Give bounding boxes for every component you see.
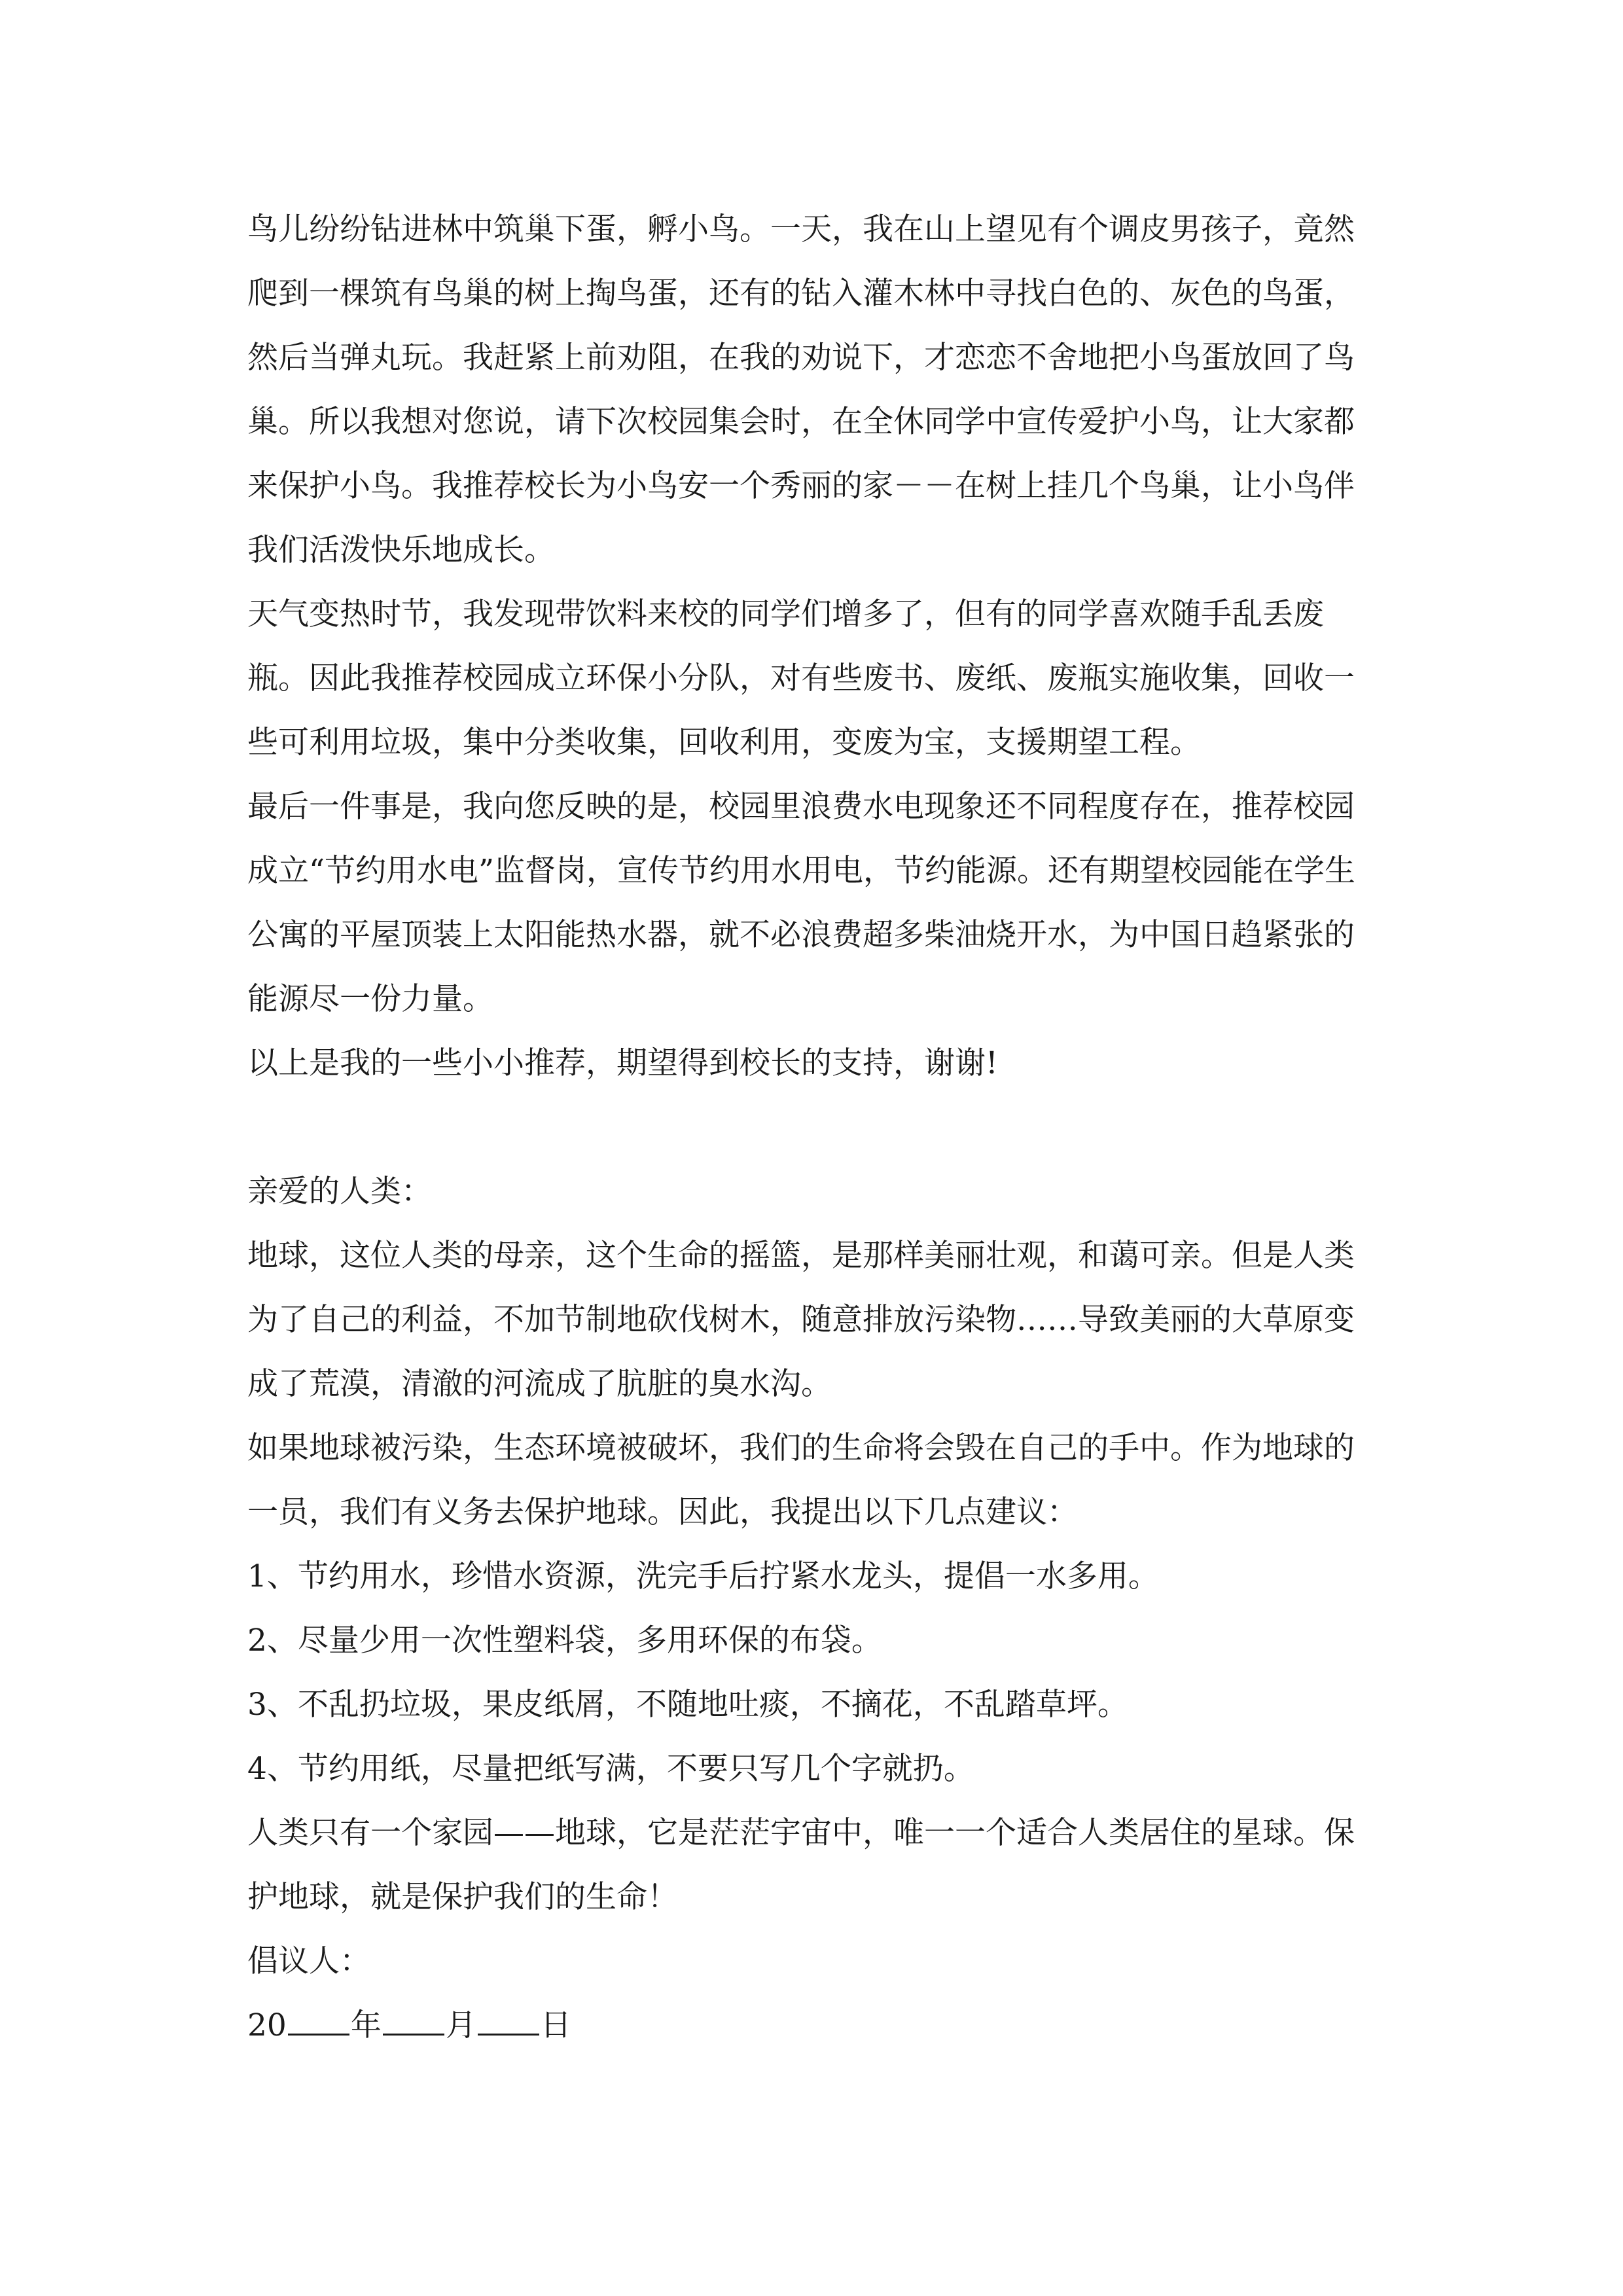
paragraph-closing-thanks: 以上是我的一些小小推荐，期望得到校长的支持，谢谢! — [247, 1045, 998, 1081]
suggestion-item-4: 4、节约用纸，尽量把纸写满，不要只写几个字就扔。 — [247, 1751, 974, 1787]
signature-label: 倡议人： — [247, 1943, 370, 1979]
paragraph-recycling-team: 天气变热时节，我发现带饮料来校的同学们增多了，但有的同学喜欢随手乱丢废瓶。因此我推荐校园成立环保小分队，对有些废书、废纸、废瓶实施收集，回收一些可利用垃圾，集中分类收集，回收利用，变废为宝，支援期望工程。 — [247, 596, 1355, 761]
letter-separator — [247, 1096, 1380, 1160]
paragraph-duty-to-protect: 如果地球被污染，生态环境被破坏，我们的生命将会毁在自己的手中。作为地球的一员，我们有义务去保护地球。因此，我提出以下几点建议： — [247, 1430, 1355, 1530]
date-month-label: 月 — [445, 2007, 476, 2043]
paragraph-earth-mother: 地球，这位人类的母亲，这个生命的摇篮，是那样美丽壮观，和蔼可亲。但是人类为了自己的利益，不加节制地砍伐树木，随意排放污染物……导致美丽的大草原变成了荒漠，清澈的河流成了肮脏的臭水沟。 — [247, 1238, 1355, 1402]
day-blank — [478, 2033, 539, 2036]
date-day-label: 日 — [540, 2007, 571, 2043]
document-body — [247, 198, 1380, 2058]
paragraph-save-water-electricity: 最后一件事是，我向您反映的是，校园里浪费水电现象还不同程度存在，推荐校园成立“节约用水电”监督岗，宣传节约用水用电，节约能源。还有期望校园能在学生公寓的平屋顶装上太阳能热水器，就不必浪费超多柴油烧开水，为中国日趋紧张的能源尽一份力量。 — [247, 789, 1356, 1017]
suggestion-item-3: 3、不乱扔垃圾，果皮纸屑，不随地吐痰，不摘花，不乱踏草坪。 — [247, 1687, 1128, 1723]
salutation: 亲爱的人类： — [247, 1174, 432, 1210]
date-century: 20 — [247, 2007, 287, 2043]
year-blank — [288, 2033, 349, 2036]
suggestion-item-2: 2、尽量少用一次性塑料袋，多用环保的布袋。 — [247, 1623, 882, 1659]
month-blank — [383, 2033, 444, 2036]
paragraph-one-home: 人类只有一个家园——地球，它是茫茫宇宙中，唯一一个适合人类居住的星球。保护地球，就是保护我们的生命！ — [247, 1815, 1355, 1915]
date-line — [247, 1994, 1380, 2058]
paragraph-bird-nests: 鸟儿纷纷钻进林中筑巢下蛋，孵小鸟。一天，我在山上望见有个调皮男孩子，竟然爬到一棵筑有鸟巢的树上掏鸟蛋，还有的钻入灌木林中寻找白色的、灰色的鸟蛋，然后当弹丸玩。我赶紧上前劝阻，在我的劝说下，才恋恋不舍地把小鸟蛋放回了鸟巢。所以我想对您说，请下次校园集会时，在全休同学中宣传爱护小鸟，让大家都来保护小鸟。我推荐校长为小鸟安一个秀丽的家－－在树上挂几个鸟巢，让小鸟伴我们活泼快乐地成长。 — [247, 211, 1355, 568]
suggestion-item-1: 1、节约用水，珍惜水资源，洗完手后拧紧水龙头，提倡一水多用。 — [247, 1558, 1159, 1594]
date-year-label: 年 — [350, 2007, 382, 2043]
